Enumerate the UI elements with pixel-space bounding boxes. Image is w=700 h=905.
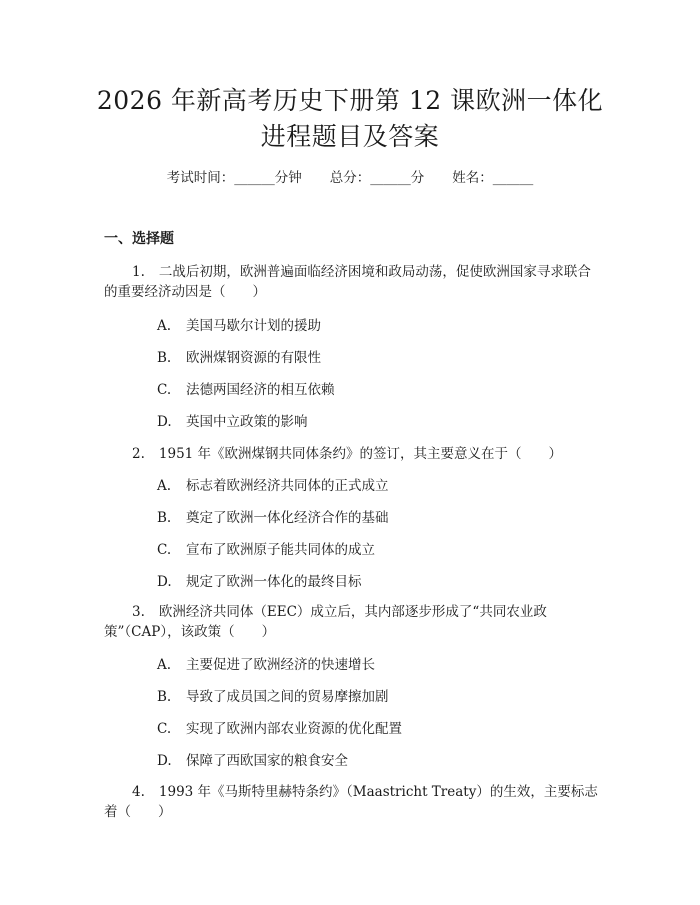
question-2-option-d	[157, 572, 362, 592]
option-letter: D.	[157, 753, 172, 769]
option-letter: C.	[157, 721, 172, 737]
question-number: 1.	[132, 264, 145, 280]
option-letter: C.	[157, 382, 172, 398]
question-text: 1951 年《欧洲煤钢共同体条约》的签订，其主要意义在于（ ）	[158, 446, 563, 462]
option-text: 保障了西欧国家的粮食安全	[186, 753, 348, 769]
question-text: 二战后初期，欧洲普遍面临经济困境和政局动荡，促使欧洲国家寻求联合的重要经济动因是（ ）	[104, 264, 591, 300]
option-text: 宣布了欧洲原子能共同体的成立	[186, 542, 375, 558]
section-heading: 一、选择题	[104, 231, 174, 247]
option-letter: A.	[157, 657, 172, 673]
option-letter: D.	[157, 414, 172, 430]
question-number: 2.	[132, 446, 145, 462]
option-text: 规定了欧洲一体化的最终目标	[186, 574, 362, 590]
question-3	[104, 602, 604, 642]
option-text: 主要促进了欧洲经济的快速增长	[186, 657, 375, 673]
question-2-option-a	[157, 476, 389, 496]
option-letter: A.	[157, 478, 172, 494]
question-1	[104, 262, 604, 302]
option-text: 美国马歇尔计划的援助	[186, 318, 321, 334]
option-letter: A.	[157, 318, 172, 334]
question-3-option-d	[157, 751, 348, 771]
question-1-option-b	[157, 348, 321, 368]
option-text: 实现了欧洲内部农业资源的优化配置	[186, 721, 402, 737]
question-4	[104, 782, 604, 822]
question-number: 4.	[132, 784, 145, 800]
question-3-option-b	[157, 687, 389, 707]
page-title-line-1: 2026 年新高考历史下册第 12 课欧洲一体化	[96, 86, 604, 115]
question-2-option-c	[157, 540, 375, 560]
option-text: 英国中立政策的影响	[186, 414, 308, 430]
question-1-option-c	[157, 380, 335, 400]
option-letter: B.	[157, 689, 172, 705]
option-text: 标志着欧洲经济共同体的正式成立	[186, 478, 389, 494]
option-letter: D.	[157, 574, 172, 590]
question-number: 3.	[132, 604, 145, 620]
question-2	[104, 444, 604, 464]
question-3-option-c	[157, 719, 402, 739]
question-text: 1993 年《马斯特里赫特条约》（Maastricht Treaty）的生效，主要标志着（ ）	[104, 784, 598, 820]
question-1-option-a	[157, 316, 321, 336]
question-1-option-d	[157, 412, 308, 432]
option-text: 法德两国经济的相互依赖	[186, 382, 335, 398]
exam-score-field: 总分：______分	[329, 170, 425, 186]
question-text: 欧洲经济共同体（EEC）成立后，其内部逐步形成了“共同农业政策”（CAP），该政策（ ）	[104, 604, 547, 640]
option-letter: B.	[157, 350, 172, 366]
exam-info	[0, 168, 700, 188]
question-3-option-a	[157, 655, 375, 675]
option-text: 欧洲煤钢资源的有限性	[186, 350, 321, 366]
page-title-line-2: 进程题目及答案	[260, 122, 440, 151]
option-text: 导致了成员国之间的贸易摩擦加剧	[186, 689, 389, 705]
option-text: 奠定了欧洲一体化经济合作的基础	[186, 510, 389, 526]
exam-name-field: 姓名：______	[452, 170, 534, 186]
question-2-option-b	[157, 508, 389, 528]
exam-time-field: 考试时间：______分钟	[166, 170, 302, 186]
option-letter: C.	[157, 542, 172, 558]
option-letter: B.	[157, 510, 172, 526]
